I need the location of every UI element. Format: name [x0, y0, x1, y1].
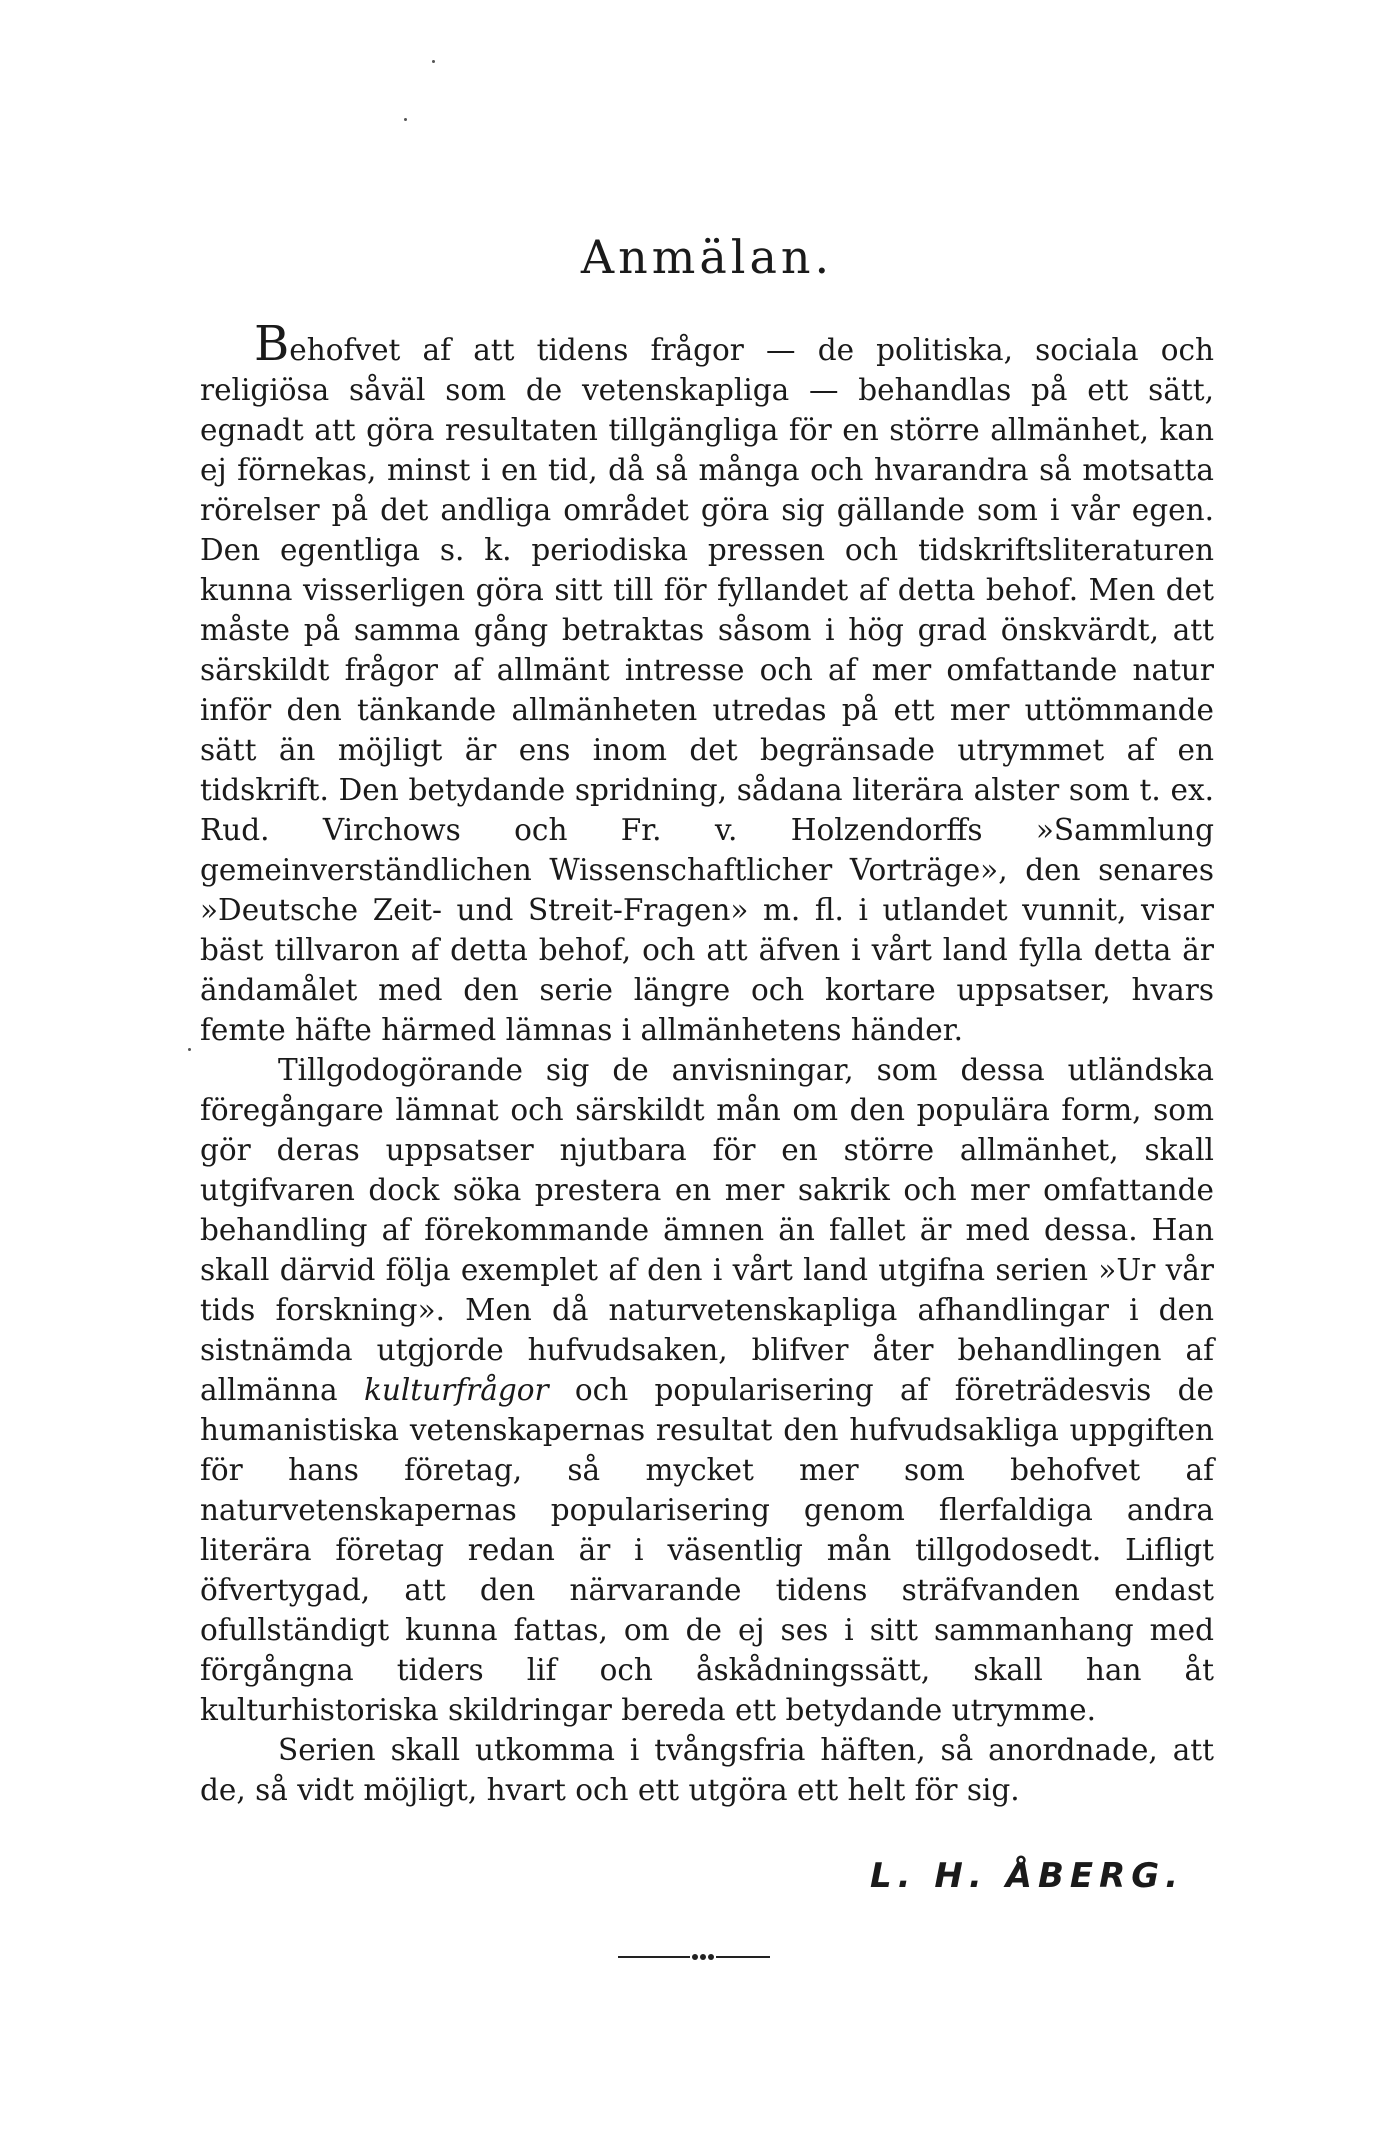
paragraph-text: och popularisering af företrädesvis de humanistiska vetenskapernas resultat den hufvudsakliga uppgiften för hans företag, så mycket mer som behofvet af naturvetenskapernas popularisering genom flerfaldiga andra literära företag redan är i väsentlig mån tillgodosedt. Lifligt öfvertygad, att den närvarande tidens sträfvanden endast ofullständigt kunna fattas, om de ej ses i sitt sammanhang med förgångna tiders lif och åskådningssätt, skall han åt kulturhistoriska skildringar bereda ett betydande utrymme. [200, 1373, 1214, 1727]
paragraph-text: Tillgodogörande sig de anvisningar, som dessa utländska föregångare lämnat och särskildt mån om den populära form, som gör deras uppsatser njutbara för en större allmänhet, skall utgifvaren dock söka prestera en mer sakrik och mer omfattande behandling af förekommande ämnen än fallet är med dessa. Han skall därvid följa exemplet af den i vårt land utgifna serien »Ur vår tids forskning». Men då naturvetenskapliga afhandlingar i den sistnämda utgjorde hufvudsaken, blifver åter behandlingen af allmänna [200, 1053, 1214, 1407]
paragraph [200, 316, 1214, 1050]
ink-speck [188, 1048, 191, 1051]
ink-speck [432, 60, 435, 63]
page-title: Anmälan. [580, 230, 834, 284]
italic-term: kulturfrågor [363, 1373, 549, 1407]
paragraph [200, 1050, 1214, 1730]
paragraph-text: Serien skall utkomma i tvångsfria häften, så anordnade, att de, så vidt möjligt, hvart och ett utgöra ett helt för sig. [200, 1733, 1214, 1807]
ink-speck [404, 118, 407, 121]
paragraph [200, 1730, 1214, 1810]
ornament-divider-icon [618, 1954, 770, 1960]
paragraph-text: ehofvet af att tidens frågor — de politiska, sociala och religiösa såväl som de vetenskapliga — behandlas på ett sätt, egnadt att göra resultaten tillgängliga för en större allmänhet, kan ej förnekas, minst i en tid, då så många och hvarandra så motsatta rörelser på det andliga området göra sig gällande som i vår egen. Den egentliga s. k. periodiska pressen och tidskriftsliteraturen kunna visserligen göra sitt till för fyllandet af detta behof. Men det måste på samma gång betraktas såsom i hög grad önskvärdt, att särskildt frågor af allmänt intresse och af mer omfattande natur inför den tänkande allmänheten utredas på ett mer uttömmande sätt än möjligt är ens inom det begränsade utrymmet af en tidskrift. Den betydande spridning, sådana literära alster som t. ex. Rud. Virchows och Fr. v. Holzendorffs »Sammlung gemeinverständlichen Wissenschaftlicher Vorträge», den senares »Deutsche Zeit- und Streit-Fragen» m. fl. i utlandet vunnit, visar bäst tillvaron af detta behof, och att äfven i vårt land fylla detta är ändamålet med den serie längre och kortare uppsatser, hvars femte häfte härmed lämnas i allmänhetens händer. [200, 333, 1214, 1047]
signature: L. H. ÅBERG. [870, 1856, 1185, 1896]
drop-cap: B [254, 316, 290, 372]
document-page [200, 230, 1214, 1810]
